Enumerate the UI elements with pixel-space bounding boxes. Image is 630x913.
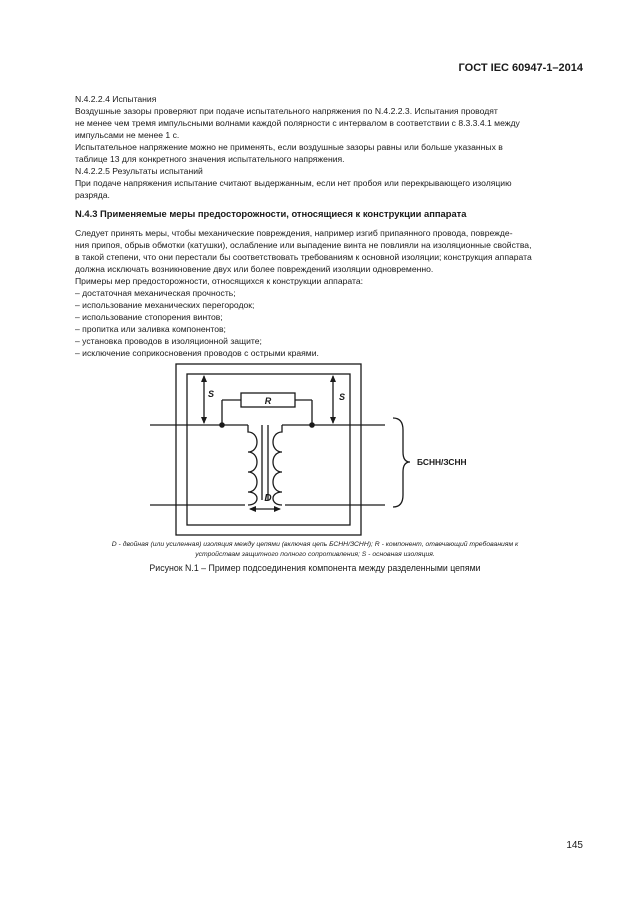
- label-circuit: БСНН/ЗСНН: [417, 457, 467, 467]
- figure-note-line: устройствам защитного полного сопротивления; S - основная изоляция.: [195, 551, 435, 558]
- junction-dot-right: [309, 422, 315, 428]
- label-r: R: [264, 396, 272, 406]
- page-number: 145: [566, 840, 583, 851]
- left-coil: [248, 425, 257, 505]
- circuit-brace: [393, 418, 410, 507]
- examples-intro: Примеры мер предосторожности, относящихся к конструкции аппарата:: [75, 276, 363, 286]
- paragraph-line: должна исключать возникновение двух или более повреждений изоляции одновременно.: [75, 264, 434, 274]
- list-item: – исключение соприкосновения проводов с острыми краями.: [75, 348, 319, 358]
- figure-note-line: D - двойная (или усиленная) изоляция между цепями (включая цепь БСНН/ЗСНН); R - компонент, отвечающий требованиям к: [111, 541, 519, 548]
- list-item: – установка проводов в изоляционной защите;: [75, 336, 262, 346]
- s-right-arrowhead-bottom: [330, 417, 336, 424]
- s-left-arrowhead-top: [201, 375, 207, 382]
- list-item: – использование механических перегородок;: [75, 300, 255, 310]
- paragraph-line: разряда.: [75, 190, 110, 200]
- s-right-arrowhead-top: [330, 375, 336, 382]
- figure-note: [48, 540, 582, 560]
- list-item: – достаточная механическая прочность;: [75, 288, 236, 298]
- list-item: – использование стопорения винтов;: [75, 312, 223, 322]
- section-title: N.4.2.2.4 Испытания: [75, 94, 157, 104]
- paragraph-line: в такой степени, что они перестали бы соответствовать требованиям к основной изоляции; конструкция аппарата: [75, 252, 532, 262]
- label-s-left: S: [207, 389, 215, 399]
- list-item: – пропитка или заливка компонентов;: [75, 324, 226, 334]
- paragraph-line: не менее чем тремя импульсными волнами каждой полярности с интервалом в соответствии с 8.3.3.4.1 между: [75, 118, 520, 128]
- paragraph-line: импульсами не менее 1 с.: [75, 130, 180, 140]
- section-title: N.4.2.2.5 Результаты испытаний: [75, 166, 203, 176]
- label-d: D: [264, 493, 272, 504]
- d-arrowhead-left: [249, 506, 256, 512]
- figure-caption: Рисунок N.1 – Пример подсоединения компонента между разделенными цепями: [149, 563, 481, 573]
- s-left-arrowhead-bottom: [201, 417, 207, 424]
- paragraph-line: ния припоя, обрыв обмотки (катушки), ослабление или выпадение винта не повлияли на изоляционные свойства,: [75, 240, 532, 250]
- right-coil: [273, 425, 282, 505]
- paragraph-line: Следует принять меры, чтобы механические повреждения, например изгиб припаянного провода, поврежде-: [75, 228, 513, 238]
- paragraph-line: Испытательное напряжение можно не применять, если воздушные зазоры равны или больше указанных в: [75, 142, 503, 152]
- junction-dot-left: [219, 422, 225, 428]
- label-s-right: S: [338, 392, 346, 402]
- paragraph-line: При подаче напряжения испытание считают выдержанным, если нет пробоя или перекрывающего изоляцию: [75, 178, 512, 188]
- paragraph-line: Воздушные зазоры проверяют при подаче испытательного напряжения по N.4.2.2.3. Испытания проводят: [75, 106, 498, 116]
- d-arrowhead-right: [274, 506, 281, 512]
- paragraph-line: таблице 13 для конкретного значения испытательного напряжения.: [75, 154, 345, 164]
- section-heading: N.4.3 Применяемые меры предосторожности, относящиеся к конструкции аппарата: [75, 208, 467, 219]
- standard-header: ГОСТ IEC 60947-1–2014: [458, 62, 583, 74]
